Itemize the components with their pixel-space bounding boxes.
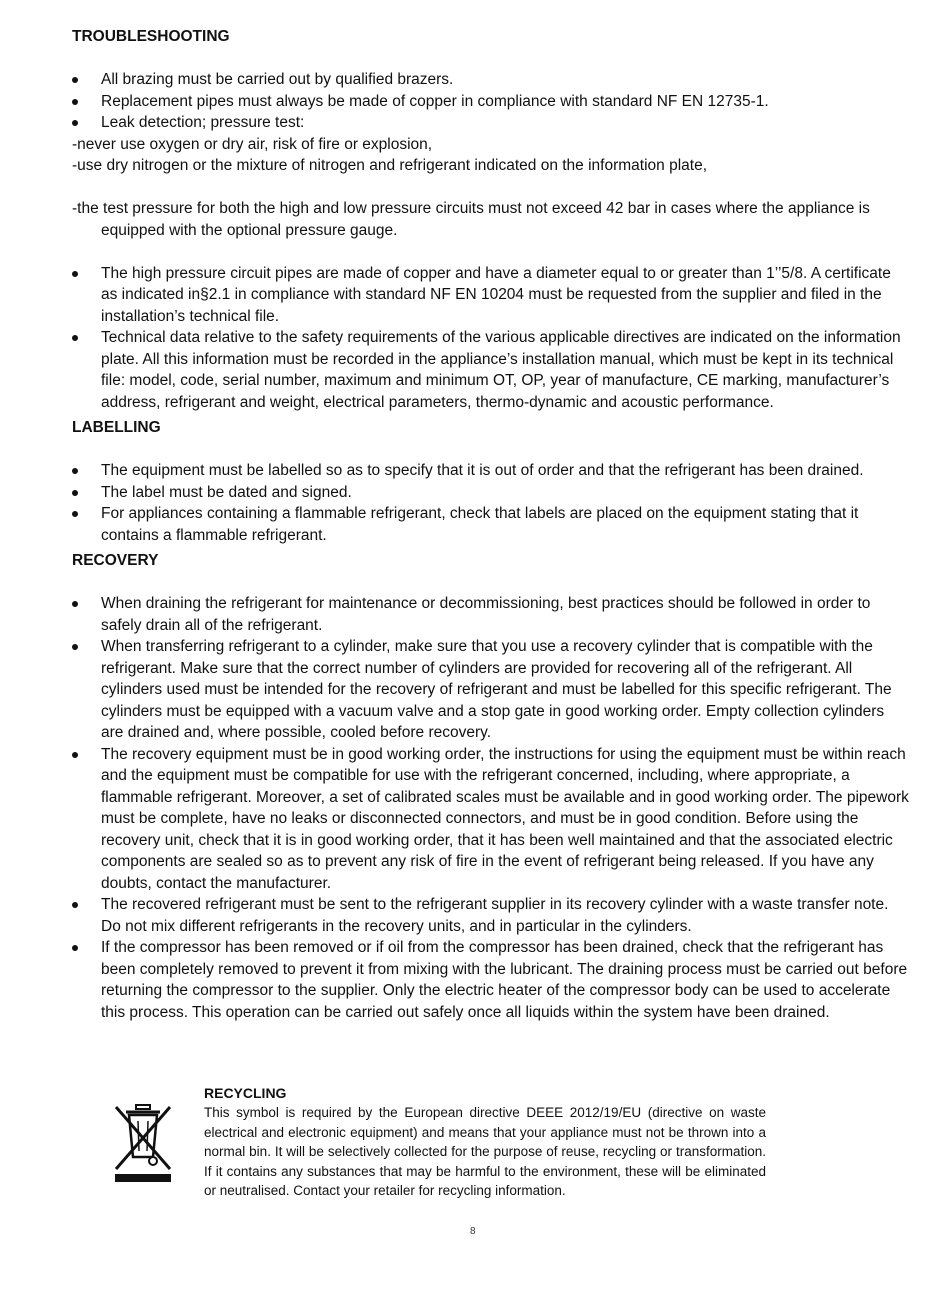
test-pressure-text: -the test pressure for both the high and low pressure circuits must not exceed 42 bar in cases where the appliance is equipped with the optional pressure gauge. bbox=[72, 200, 870, 239]
recycling-section bbox=[112, 1083, 772, 1223]
bullet-icon bbox=[72, 77, 78, 83]
recycling-text bbox=[204, 1083, 766, 1201]
section-title-recycling: RECYCLING bbox=[204, 1085, 287, 1101]
bullet-icon bbox=[72, 335, 78, 341]
list-item: When transferring refrigerant to a cylinder, make sure that you use a recovery cylinder that is compatible with the refrigerant. Make sure that the correct number of cylinders are provided for recovering all of the refrigerant. All cylinders used must be intended for the recovery of refrigerant and must be labelled for this specific refrigerant. The cylinders must be equipped with a vacuum valve and a stop gate in good working order. Empty collection cylinders are drained and, where possible, cooled before recovery. bbox=[72, 636, 910, 744]
bullet-icon bbox=[72, 271, 78, 277]
bullet-icon bbox=[72, 490, 78, 496]
bullet-icon bbox=[72, 120, 78, 126]
bullet-icon bbox=[72, 468, 78, 474]
page-number: 8 bbox=[470, 1226, 476, 1237]
bullet-icon bbox=[72, 752, 78, 758]
bullet-icon bbox=[72, 511, 78, 517]
list-item: The recovery equipment must be in good working order, the instructions for using the equipment must be within reach and the equipment must be compatible for use with the refrigerant concerned, including, where appropriate, a flammable refrigerant. Moreover, a set of calibrated scales must be available and in good working order. The pipework must be complete, have no leaks or disconnected connectors, and must be in good condition. Before using the recovery unit, check that it is in good working order, that it has been well maintained and that the associated electric components are sealed so as to prevent any risk of fire in the event of refrigerant being released. If you have any doubts, contact the manufacturer. bbox=[72, 744, 910, 895]
crossed-out-wheelie-bin-icon bbox=[112, 1103, 174, 1183]
recycling-body: This symbol is required by the European directive DEEE 2012/19/EU (directive on waste electrical and electronic equipment) and means that your appliance must not be thrown into a normal bin. It will be selectively collected for the purpose of reuse, recycling or transformation. If it contains any substances that may be harmful to the environment, these will be eliminated or neutralised. Contact your retailer for recycling information. bbox=[204, 1105, 766, 1198]
document-page bbox=[72, 26, 910, 1023]
list-item: For appliances containing a flammable refrigerant, check that labels are placed on the equipment stating that it contains a flammable refrigerant. bbox=[72, 503, 910, 546]
troubleshooting-list bbox=[72, 69, 910, 134]
list-item: Leak detection; pressure test: bbox=[72, 112, 910, 134]
list-item: All brazing must be carried out by qualified brazers. bbox=[72, 69, 910, 91]
labelling-list bbox=[72, 460, 910, 546]
section-title-troubleshooting: TROUBLESHOOTING bbox=[72, 28, 230, 45]
section-title-recovery: RECOVERY bbox=[72, 552, 159, 569]
bullet-icon bbox=[72, 945, 78, 951]
recovery-list bbox=[72, 593, 910, 1023]
list-item: The label must be dated and signed. bbox=[72, 482, 910, 504]
text-line: -never use oxygen or dry air, risk of fire or explosion, bbox=[72, 135, 433, 153]
list-item: The equipment must be labelled so as to specify that it is out of order and that the refrigerant has been drained. bbox=[72, 460, 910, 482]
text-line: -use dry nitrogen or the mixture of nitrogen and refrigerant indicated on the information plate, bbox=[72, 157, 708, 174]
bullet-icon bbox=[72, 644, 78, 650]
list-item: If the compressor has been removed or if oil from the compressor has been drained, check that the refrigerant has been completely removed to prevent it from mixing with the lubricant. The draining process must be carried out before returning the compressor to the supplier. Only the electric heater of the compressor body can be used to accelerate this process. This operation can be carried out safely once all liquids within the system have been drained. bbox=[72, 937, 910, 1023]
list-item: Technical data relative to the safety requirements of the various applicable directives are indicated on the information plate. All this information must be recorded in the appliance’s installation manual, which must be kept in its technical file: model, code, serial number, maximum and minimum OT, OP, year of manufacture, CE marking, manufacturer’s address, refrigerant and weight, electrical parameters, thermo-dynamic and acoustic performance. bbox=[72, 327, 910, 413]
bullet-icon bbox=[72, 601, 78, 607]
list-item: When draining the refrigerant for maintenance or decommissioning, best practices should be followed in order to safely drain all of the refrigerant. bbox=[72, 593, 910, 636]
list-item: Replacement pipes must always be made of copper in compliance with standard NF EN 12735-1. bbox=[72, 91, 910, 113]
list-item: The high pressure circuit pipes are made of copper and have a diameter equal to or greater than 1’’5/8. A certificate as indicated in§2.1 in compliance with standard NF EN 10204 must be requested from the supplier and filed in the installation’s technical file. bbox=[72, 263, 910, 328]
bullet-icon bbox=[72, 902, 78, 908]
troubleshooting-list-2 bbox=[72, 263, 910, 414]
list-item: The recovered refrigerant must be sent to the refrigerant supplier in its recovery cylinder with a waste transfer note. Do not mix different refrigerants in the recovery units, and in particular in the cylinders. bbox=[72, 894, 910, 937]
bullet-icon bbox=[72, 99, 78, 105]
section-title-labelling: LABELLING bbox=[72, 419, 161, 436]
